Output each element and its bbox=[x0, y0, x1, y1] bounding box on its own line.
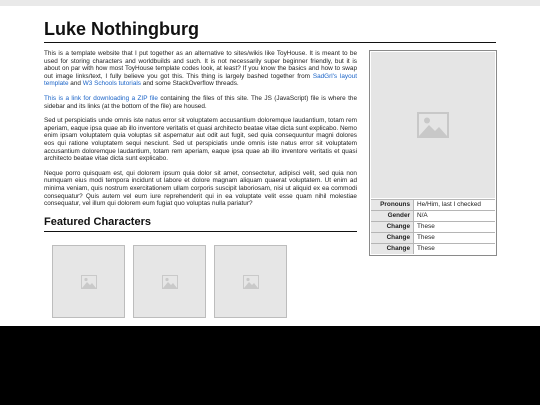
zip-paragraph bbox=[44, 95, 357, 110]
stat-value: N/A bbox=[414, 211, 496, 222]
lorem-paragraph-1: Sed ut perspiciatis unde omnis iste natus error sit voluptatem accusantium doloremque laudantium, totam rem aperiam, eaque ipsa quae ab illo inventore veritatis et quasi architecto beatae vitae dicta sunt explicabo. Nemo enim ipsam voluptatem quia voluptas sit aspernatur aut odit aut fugit, sed quia consequuntur magni dolores eos qui ratione voluptatem sequi nesciunt. Sed ut perspiciatis unde omnis iste natus error sit voluptatem accusantium doloremque laudantium, totam rem aperiam, eaque ipsa quae ab illo inventore veritatis et quasi architecto beatae vitae dicta sunt explicabo. bbox=[44, 117, 357, 163]
lorem-paragraph-2: Neque porro quisquam est, qui dolorem ipsum quia dolor sit amet, consectetur, adipisci velit, sed quia non numquam eius modi tempora incidunt ut labore et dolore magnam aliquam quaerat voluptatem. Ut enim ad minima veniam, quis nostrum exercitationem ullam corporis suscipit laboriosam, nisi ut aliquid ex ea commodi consequatur? Quis autem vel eum iure reprehenderit qui in ea voluptate velit esse quam nihil molestiae consequatur, vel illum qui dolorem eum fugiat quo voluptas nulla pariatur? bbox=[44, 169, 357, 208]
profile-page bbox=[0, 6, 540, 326]
sadgrl-link[interactable]: SadGrl's layout template bbox=[44, 72, 357, 88]
character-portrait bbox=[371, 52, 495, 198]
page-title: Luke Nothingburg bbox=[44, 18, 496, 43]
image-placeholder-icon bbox=[162, 275, 178, 289]
stat-value: These bbox=[414, 233, 496, 244]
image-placeholder-icon bbox=[243, 275, 259, 289]
stat-row bbox=[371, 200, 495, 211]
stat-row bbox=[371, 233, 495, 244]
stat-key: Change bbox=[371, 233, 414, 244]
image-placeholder-icon bbox=[81, 275, 97, 289]
stat-row bbox=[371, 222, 495, 233]
zip-download-link[interactable]: This is a link for downloading a ZIP file bbox=[44, 94, 158, 102]
stat-key: Change bbox=[371, 222, 414, 233]
featured-card[interactable] bbox=[214, 245, 287, 318]
intro-mid: and bbox=[68, 80, 83, 88]
stat-key: Pronouns bbox=[371, 200, 414, 211]
main-content bbox=[44, 50, 357, 215]
stat-value: These bbox=[414, 244, 496, 255]
stat-value: He/Him, last I checked bbox=[414, 200, 496, 211]
featured-cards bbox=[52, 245, 287, 318]
stat-row bbox=[371, 244, 495, 255]
stat-key: Gender bbox=[371, 211, 414, 222]
stat-value: These bbox=[414, 222, 496, 233]
stat-row bbox=[371, 211, 495, 222]
stat-key: Change bbox=[371, 244, 414, 255]
featured-card[interactable] bbox=[133, 245, 206, 318]
image-placeholder-icon bbox=[417, 112, 449, 138]
intro-text: This is a template website that I put together as an alternative to sites/wikis like ToyHouse. It is meant to be used for storing characters and worldbuilds and such. It is not necessarily super beginner friendly, but it is about on par with how most ToyHouse template codes look, at least? If you know the basics and how to swap out image links/text, I fully believe you got this. This thing is largely bashed together from bbox=[44, 50, 357, 80]
featured-heading: Featured Characters bbox=[44, 215, 357, 232]
w3schools-link[interactable]: W3 Schools tutorials bbox=[82, 80, 141, 88]
character-sidebar bbox=[369, 50, 497, 256]
intro-end: and some StackOverflow threads. bbox=[140, 80, 239, 88]
zip-text: containing the files of this site. The JS (JavaScript) file is where the sidebar and its links (at the bottom of the file) are housed. bbox=[44, 94, 357, 110]
character-stats bbox=[371, 199, 495, 254]
featured-card[interactable] bbox=[52, 245, 125, 318]
intro-paragraph bbox=[44, 50, 357, 88]
